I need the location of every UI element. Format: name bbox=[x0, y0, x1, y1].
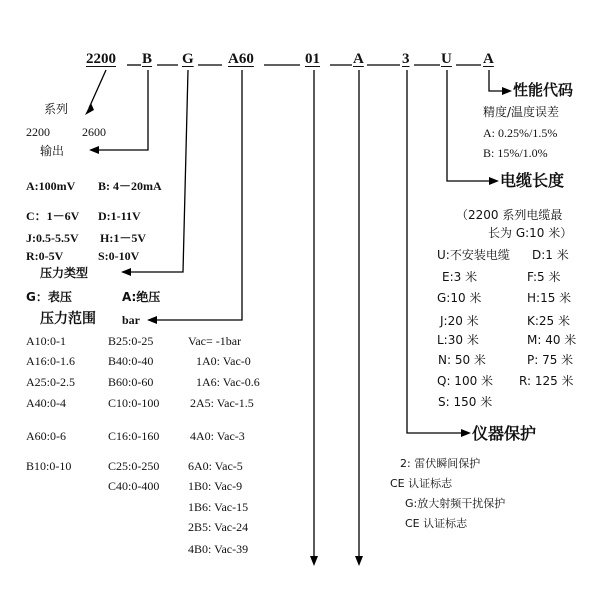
output-option: J:0.5-5.5V bbox=[26, 231, 79, 245]
cable-option: H:15 米 bbox=[527, 291, 572, 305]
performance-option: B: 15%/1.0% bbox=[483, 146, 548, 160]
performance-option: A: 0.25%/1.5% bbox=[483, 126, 558, 140]
vac-item: 4A0: Vac-3 bbox=[190, 429, 245, 443]
cable-option: K:25 米 bbox=[527, 314, 570, 328]
protection-option: CE 认证标志 bbox=[405, 517, 468, 530]
arrowhead bbox=[502, 87, 512, 95]
performance-subtitle: 精度/温度误差 bbox=[483, 105, 560, 119]
output-option: A:100mV bbox=[26, 179, 76, 193]
code-part-output: B bbox=[142, 51, 153, 67]
vac-item: Vac= -1bar bbox=[188, 334, 242, 348]
pressure-type-option: G：表压 bbox=[26, 290, 72, 304]
range-item: A60:0-6 bbox=[26, 429, 66, 443]
cable-option: S: 150 米 bbox=[438, 395, 493, 409]
vac-item: 1B6: Vac-15 bbox=[188, 500, 249, 514]
code-part-series: 2200 bbox=[86, 51, 116, 67]
output-option: D:1-11V bbox=[98, 209, 141, 223]
code-part-a: A bbox=[353, 51, 364, 67]
protection-label: 仪器保护 bbox=[472, 424, 537, 443]
series-option-2600: 2600 bbox=[82, 125, 106, 139]
range-item: A10:0-1 bbox=[26, 334, 66, 348]
pressure-range-label: 压力范围 bbox=[40, 311, 96, 327]
arrowhead bbox=[461, 429, 471, 437]
pressure-type-option: A:绝压 bbox=[122, 290, 161, 304]
range-item: B40:0-40 bbox=[108, 354, 154, 368]
code-part-01: 01 bbox=[305, 51, 320, 67]
pressure-range-unit: bar bbox=[122, 313, 140, 327]
output-label: 输出 bbox=[40, 144, 65, 158]
code-part-range: A60 bbox=[228, 51, 254, 67]
protection-option: G:放大射频干扰保护 bbox=[405, 497, 506, 510]
connector-series bbox=[89, 70, 106, 108]
output-option: S:0-10V bbox=[98, 249, 140, 263]
series-label: 系列 bbox=[44, 102, 69, 116]
protection-option: CE 认证标志 bbox=[390, 477, 453, 490]
output-option: B: 4－20mA bbox=[98, 179, 162, 193]
vac-item: 1A6: Vac-0.6 bbox=[196, 375, 260, 389]
cable-option: G:10 米 bbox=[437, 291, 482, 305]
range-item: A25:0-2.5 bbox=[26, 375, 75, 389]
output-option: C：1－6V bbox=[26, 209, 80, 223]
arrowhead bbox=[355, 556, 363, 566]
vac-item: 1B0: Vac-9 bbox=[188, 479, 243, 493]
cable-option: N: 50 米 bbox=[438, 353, 486, 367]
range-item: B10:0-10 bbox=[26, 459, 72, 473]
arrowhead bbox=[89, 146, 99, 154]
cable-option: F:5 米 bbox=[527, 270, 561, 284]
code-part-performance: A bbox=[483, 51, 494, 67]
vac-item: 2B5: Vac-24 bbox=[188, 520, 249, 534]
cable-label: 电缆长度 bbox=[500, 171, 565, 190]
protection-option: 2: 雷伏瞬间保护 bbox=[400, 457, 481, 470]
vac-item: 6A0: Vac-5 bbox=[188, 459, 243, 473]
range-item: C16:0-160 bbox=[108, 429, 160, 443]
vac-item: 2A5: Vac-1.5 bbox=[190, 396, 254, 410]
cable-option: L:30 米 bbox=[437, 333, 479, 347]
vac-item: 4B0: Vac-39 bbox=[188, 542, 249, 556]
range-item: A40:0-4 bbox=[26, 396, 66, 410]
cable-note: 长为 G:10 米） bbox=[488, 226, 573, 240]
arrowhead bbox=[85, 103, 94, 115]
arrowhead bbox=[121, 268, 131, 276]
cable-option: R: 125 米 bbox=[519, 374, 574, 388]
cable-option: M: 40 米 bbox=[527, 333, 577, 347]
series-option-2200: 2200 bbox=[26, 125, 50, 139]
cable-option: Q: 100 米 bbox=[437, 374, 494, 388]
output-option: H:1－5V bbox=[100, 231, 146, 245]
pressure-type-label: 压力类型 bbox=[40, 266, 89, 280]
cable-option: E:3 米 bbox=[442, 270, 478, 284]
range-item: C10:0-100 bbox=[108, 396, 160, 410]
cable-option: D:1 米 bbox=[532, 248, 569, 262]
code-part-protection: 3 bbox=[402, 51, 410, 67]
range-item: B25:0-25 bbox=[108, 334, 154, 348]
connector-pressure-range bbox=[154, 70, 242, 320]
cable-option: U:不安装电缆 bbox=[437, 248, 510, 262]
cable-option: J:20 米 bbox=[440, 314, 479, 328]
range-item: C25:0-250 bbox=[108, 459, 160, 473]
range-item: C40:0-400 bbox=[108, 479, 160, 493]
range-item: B60:0-60 bbox=[108, 375, 154, 389]
arrowhead bbox=[489, 177, 499, 185]
arrowhead bbox=[147, 316, 157, 324]
cable-note: （2200 系列电缆最 bbox=[456, 208, 563, 222]
performance-label: 性能代码 bbox=[513, 81, 574, 99]
output-option: R:0-5V bbox=[26, 249, 64, 263]
range-item: A16:0-1.6 bbox=[26, 354, 75, 368]
code-part-pressure-type: G bbox=[182, 51, 194, 67]
vac-item: 1A0: Vac-0 bbox=[196, 354, 251, 368]
arrowhead bbox=[310, 556, 318, 566]
cable-option: P: 75 米 bbox=[527, 353, 574, 367]
code-part-cable: U bbox=[441, 51, 452, 67]
